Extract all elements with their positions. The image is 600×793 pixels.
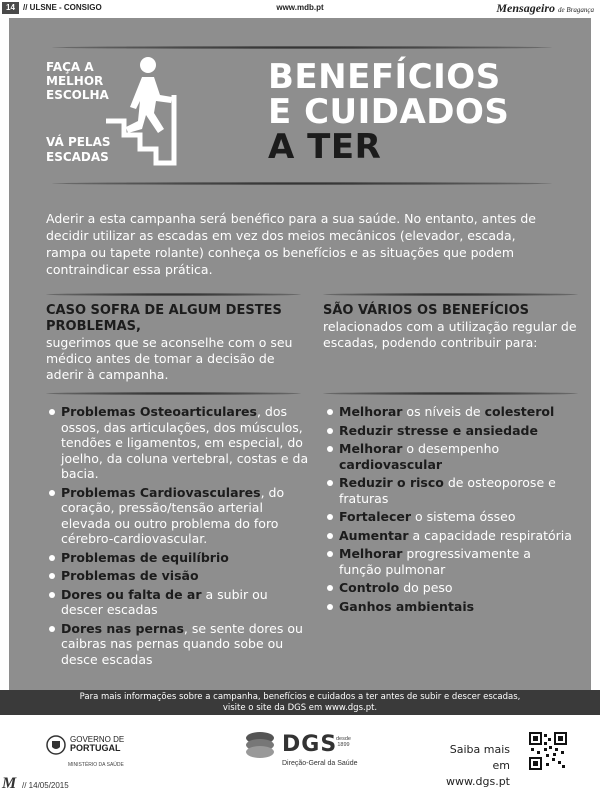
gov-ministry: MINISTÉRIO DA SAÚDE xyxy=(68,762,124,768)
more-info-label: Saiba mais em xyxy=(449,743,510,772)
dgs-mark-icon xyxy=(244,730,276,760)
left-subheading: sugerimos que se aconselhe com o seu médico antes de tomar a decisão de aderir à campanha. xyxy=(46,335,293,382)
left-column-heading xyxy=(46,303,301,383)
info-line: Para mais informações sobre a campanha, benefícios e cuidados a ter antes de subir e descer escadas, xyxy=(79,692,521,702)
list-item xyxy=(46,568,311,584)
problems-list xyxy=(46,404,311,670)
list-item xyxy=(324,423,574,439)
dgs-full-name: Direção-Geral da Saúde xyxy=(282,760,358,767)
list-item xyxy=(324,528,574,544)
tagline-line: ESCOLHA xyxy=(46,88,109,102)
right-column-heading xyxy=(323,303,578,351)
divider xyxy=(46,293,301,296)
item-bold: Controlo xyxy=(339,580,400,595)
item-bold: Melhorar xyxy=(339,546,403,561)
list-item xyxy=(324,404,574,420)
page-footer xyxy=(0,775,600,793)
newspaper-m-logo: M xyxy=(2,775,17,792)
benefits-list xyxy=(324,404,574,617)
item-bold: Aumentar xyxy=(339,527,409,543)
divider xyxy=(46,392,301,395)
item-text: , se sente dores ou caibras nas pernas quando sobe ou desce escadas xyxy=(61,620,303,667)
item-bold: cardiovascular xyxy=(339,456,443,472)
section-label: // ULSNE - CONSIGO xyxy=(23,3,102,12)
info-line: visite o site da DGS em www.dgs.pt. xyxy=(222,703,378,713)
divider xyxy=(323,392,578,395)
list-item xyxy=(324,546,574,577)
item-bold: Problemas Osteoarticulares xyxy=(61,404,257,419)
item-bold: Problemas de visão xyxy=(61,568,199,583)
tagline-line: FAÇA A xyxy=(46,60,94,74)
item-bold: Reduzir stresse e ansiedade xyxy=(339,422,538,438)
gov-line2: PORTUGAL xyxy=(70,743,121,753)
title-line: E CUIDADOS xyxy=(268,92,510,132)
item-text: do peso xyxy=(399,580,453,595)
poster-title xyxy=(268,57,510,167)
title-line: BENEFÍCIOS xyxy=(268,57,501,97)
divider xyxy=(52,46,552,49)
brand-name: Mensageiro xyxy=(496,1,556,15)
dgs-logo xyxy=(244,730,364,774)
government-logo xyxy=(46,732,136,772)
item-bold: Melhorar xyxy=(339,404,403,419)
item-bold: colesterol xyxy=(484,404,555,419)
portugal-crest-icon xyxy=(46,734,66,756)
item-text: , dos ossos, das articulações, dos músculos, tendões e ligamentos, em especial, do joelho, da coluna vertebral, costas e da bacia. xyxy=(61,404,309,481)
tagline-line: ESCADAS xyxy=(46,150,109,164)
item-text: de osteoporose e fraturas xyxy=(339,475,556,506)
item-bold: Dores nas pernas xyxy=(61,620,184,636)
item-bold: Dores ou falta de ar xyxy=(61,586,202,602)
list-item xyxy=(46,550,311,566)
dgs-since: desde 1899 xyxy=(336,736,351,748)
page-header xyxy=(0,0,600,17)
divider xyxy=(323,293,578,296)
item-bold: Problemas de equilíbrio xyxy=(61,549,229,565)
stairs-walker-icon xyxy=(106,55,186,167)
header-url[interactable]: www.mdb.pt xyxy=(276,3,324,12)
item-text: a capacidade respiratória xyxy=(408,527,572,543)
item-text: os níveis de xyxy=(402,404,485,419)
left-heading: CASO SOFRA DE ALGUM DESTES PROBLEMAS, xyxy=(46,303,282,334)
item-text: , do coração, pressão/tensão arterial elevada ou outro problema do foro cérebro-cardiovascular. xyxy=(61,484,285,546)
item-bold: Reduzir o risco xyxy=(339,475,444,490)
info-bar xyxy=(0,690,600,715)
right-heading: SÃO VÁRIOS OS BENEFÍCIOS xyxy=(323,303,530,318)
publication-date: // 14/05/2015 xyxy=(22,781,69,790)
list-item xyxy=(46,485,311,547)
page-number: 14 xyxy=(2,2,19,14)
right-subheading: relacionados com a utilização regular de escadas, podendo contribuir para: xyxy=(323,319,577,350)
title-line: A TER xyxy=(268,127,382,167)
list-item xyxy=(324,580,574,596)
more-info-link[interactable]: www.dgs.pt xyxy=(446,775,510,788)
intro-paragraph: Aderir a esta campanha será benéfico para a sua saúde. No entanto, antes de decidir utilizar as escadas em vez dos meios mecânicos (elevador, escada, rampa ou tapete rolante) conheça os benefícios e as situações que podem contraindicar essa prática. xyxy=(46,211,536,277)
list-item xyxy=(324,509,574,525)
dgs-name: DGS xyxy=(282,732,338,757)
qr-code-icon[interactable] xyxy=(529,732,567,770)
brand-suffix: de Bragança xyxy=(558,6,594,14)
item-text: o sistema ósseo xyxy=(411,509,516,524)
campaign-tagline xyxy=(46,60,186,170)
list-item xyxy=(324,441,574,472)
newspaper-logo xyxy=(496,1,594,16)
list-item xyxy=(46,621,311,668)
list-item xyxy=(324,475,574,506)
tagline-line: MELHOR xyxy=(46,74,104,88)
list-item xyxy=(46,404,311,482)
tagline-line: VÁ PELAS xyxy=(46,135,111,149)
item-bold: Ganhos ambientais xyxy=(339,598,475,614)
divider xyxy=(52,182,552,185)
item-bold: Melhorar xyxy=(339,441,403,456)
gov-line1: GOVERNO DE xyxy=(70,735,125,744)
item-text: a subir ou descer escadas xyxy=(61,586,268,617)
list-item xyxy=(46,587,311,618)
list-item xyxy=(324,599,574,615)
item-text: progressivamente a função pulmonar xyxy=(339,546,531,577)
item-bold: Problemas Cardiovasculares xyxy=(61,484,261,500)
item-bold: Fortalecer xyxy=(339,509,412,524)
item-text: o desempenho xyxy=(402,441,500,456)
